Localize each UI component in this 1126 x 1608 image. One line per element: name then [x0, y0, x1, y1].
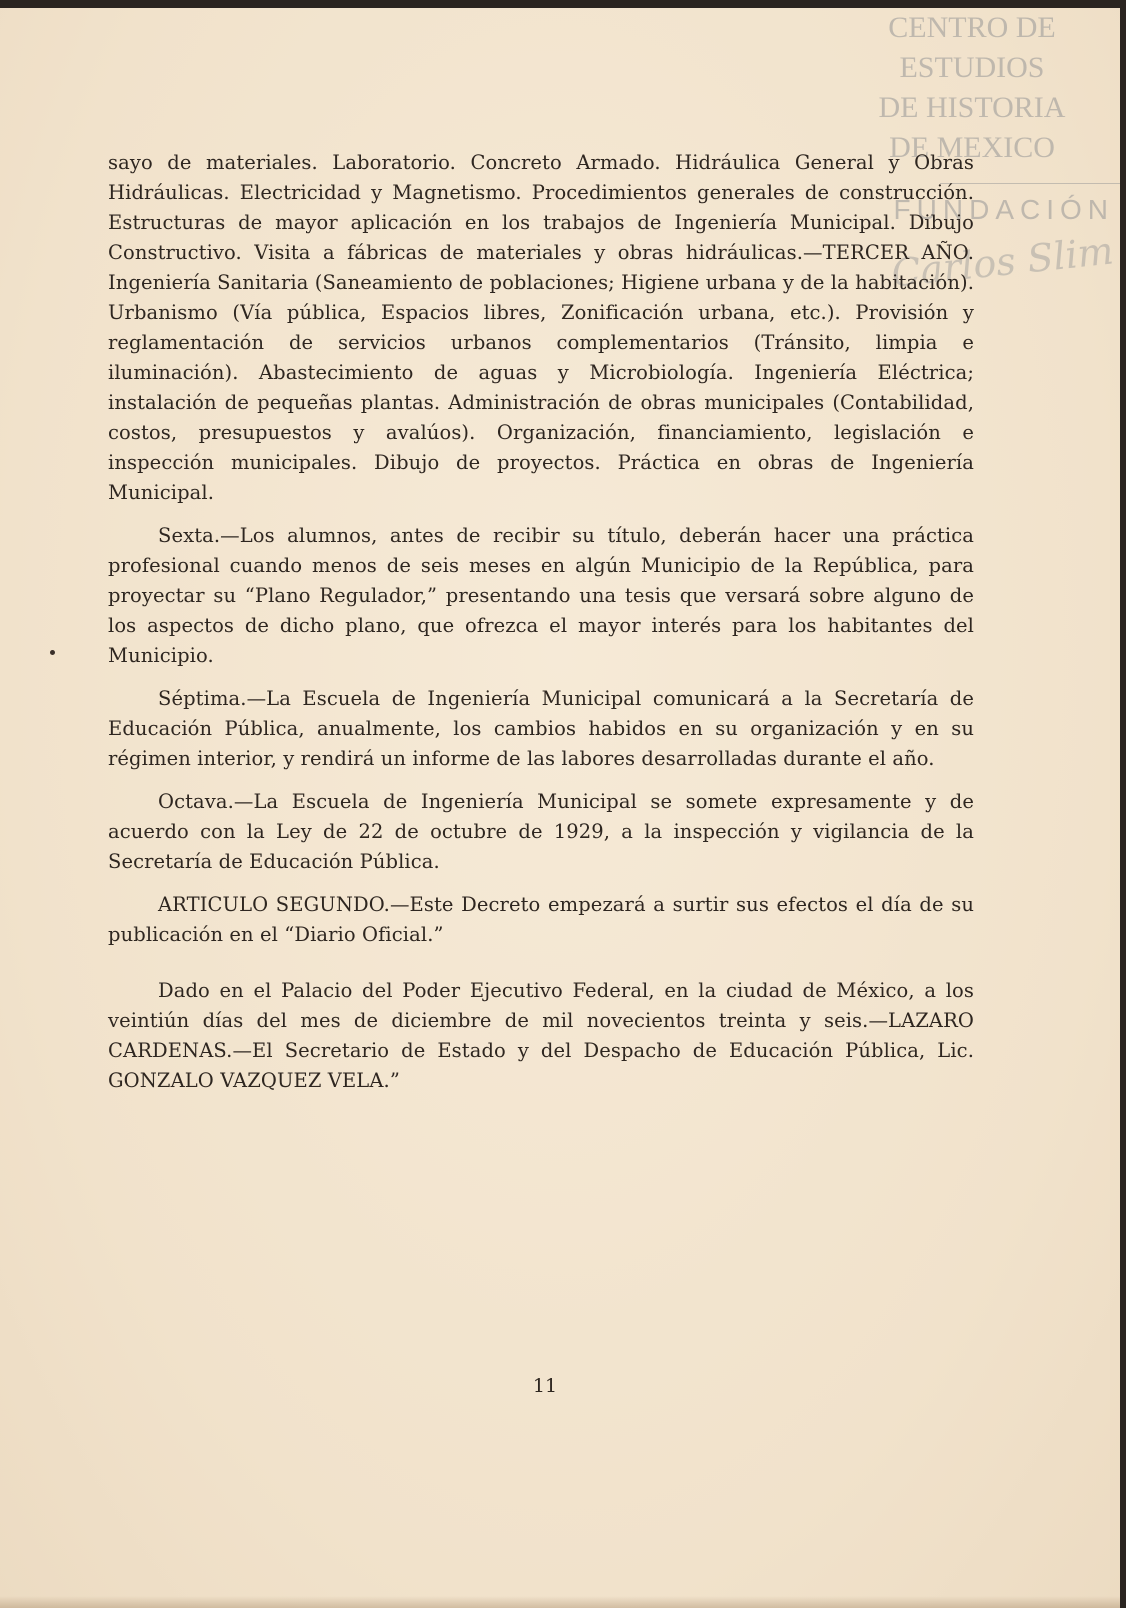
paragraph-octava: Octava.—La Escuela de Ingeniería Municipal se somete expresamente y de acuerdo con la Ley de 22 de octubre de 1929, a la inspección y vigilancia de la Secretaría de Educación Pública. [108, 790, 974, 873]
watermark-signature: Carlos Slim [889, 228, 1116, 296]
paragraph-articulo-segundo: ARTICULO SEGUNDO.—Este Decreto empezará a surtir sus efectos el día de su publicación en el “Diario Oficial.” [108, 893, 974, 946]
paragraph-closing-signature: Dado en el Palacio del Poder Ejecutivo Federal, en la ciudad de México, a los veintiún días del mes de diciembre de mil novecientos treinta y seis.—LAZARO CARDENAS.—El Secretario de Estado y del Despacho de Educación Pública, Lic. GONZALO VAZQUEZ VELA.” [108, 979, 974, 1092]
watermark-line-4: DE MEXICO [889, 131, 1055, 164]
page-number: 11 [532, 1375, 558, 1397]
ink-dot-mark [50, 650, 55, 655]
watermark-line-3: DE HISTORIA [878, 91, 1066, 124]
document-body [108, 148, 974, 1109]
paragraph-curriculum: sayo de materiales. Laboratorio. Concreto Armado. Hidráulica General y Obras Hidráulicas. Electricidad y Magnetismo. Procedimientos generales de construcción. Estructuras de mayor aplicación en los trabajos de Ingeniería Municipal. Dibujo Constructivo. Visita a fábricas de materiales y obras hidráulicas.—TERCER AÑO. Ingeniería Sanitaria (Saneamiento de poblaciones; Higiene urbana y de la habitación). Urbanismo (Vía pública, Espacios libres, Zonificación urbana, etc.). Provisión y reglamentación de servicios urbanos complementarios (Tránsito, limpia e iluminación). Abastecimiento de aguas y Microbiología. Ingeniería Eléctrica; instalación de pequeñas plantas. Administración de obras municipales (Contabilidad, costos, presupuestos y avalúos). Organización, financiamiento, legislación e inspección municipales. Dibujo de proyectos. Práctica en obras de Ingeniería Municipal. [108, 151, 974, 504]
paragraph-sexta: Sexta.—Los alumnos, antes de recibir su título, deberán hacer una práctica profesional cuando menos de seis meses en algún Municipio de la República, para proyectar su “Plano Regulador,” presentando una tesis que versará sobre alguno de los aspectos de dicho plano, que ofrezca el mayor interés para los habitantes del Municipio. [108, 524, 974, 667]
page-bottom-edge [0, 1596, 1120, 1608]
watermark-line-2: ESTUDIOS [899, 51, 1045, 84]
watermark-foundation: FUNDACIÓN [893, 194, 1114, 225]
paragraph-septima: Séptima.—La Escuela de Ingeniería Municipal comunicará a la Secretaría de Educación Pública, anualmente, los cambios habidos en su organización y en su régimen interior, y rendirá un informe de las labores desarrolladas durante el año. [108, 687, 974, 770]
watermark-archive-stamp [852, 8, 1092, 168]
watermark-line-1: CENTRO DE [888, 11, 1056, 44]
document-page [0, 8, 1120, 1608]
